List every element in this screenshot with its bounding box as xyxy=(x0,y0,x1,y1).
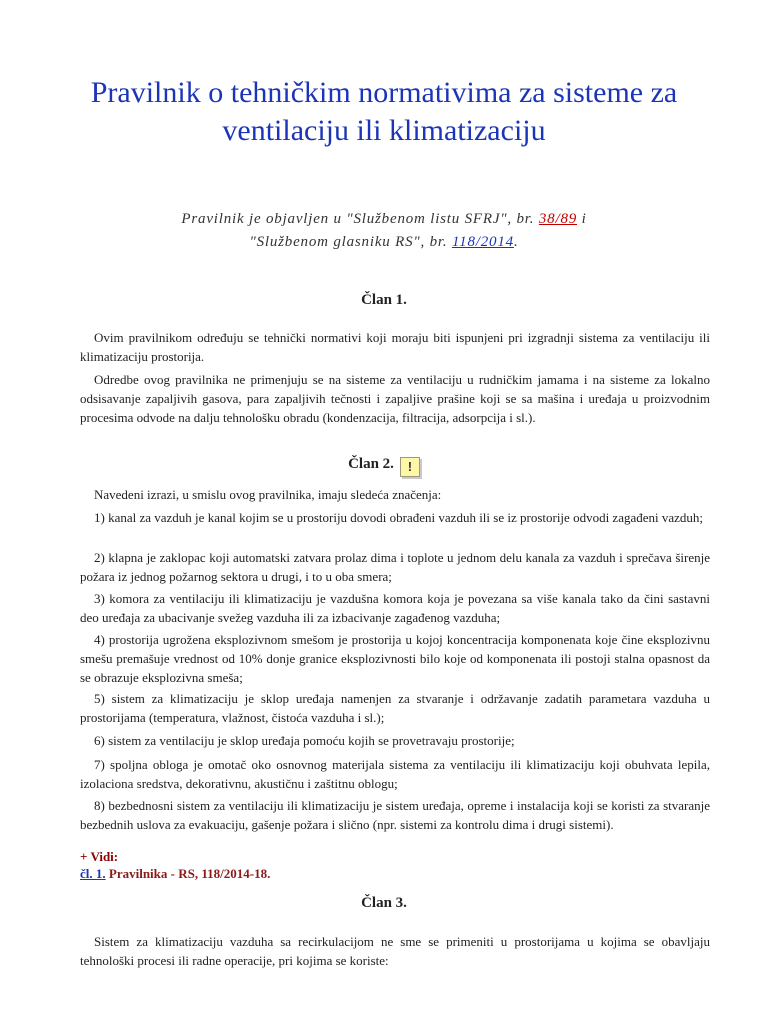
article-2-heading xyxy=(0,454,768,477)
publication-text-3: "Službenom glasniku RS", br. xyxy=(249,234,452,250)
article-2-heading-text: Član 2. xyxy=(348,456,394,472)
definition-item-3 xyxy=(80,589,710,627)
article-2-intro xyxy=(80,485,710,504)
definition-item-8 xyxy=(80,796,710,834)
definition-item-4-text: 4) prostorija ugrožena eksplozivnom smešom je prostorija u kojoj koncentracija komponenata koje čine eksplozivnu smešu premašuje vrednost od 10% donje granice eksplozivnosti bilo koje od komponenata ili postoji stalna opasnost da se obrazuje eksplozivna smeša; xyxy=(80,632,710,685)
document-title: Pravilnik o tehničkim normativima za sisteme za ventilaciju ili klimatizaciju xyxy=(90,76,678,147)
see-also-link[interactable]: čl. 1. xyxy=(80,866,106,881)
gazette-link-38-89[interactable]: 38/89 xyxy=(538,211,578,227)
definition-item-1-text: 1) kanal za vazduh je kanal kojim se u prostoriju dovodi obrađeni vazduh ili se iz prostorije odvodi zagađeni vazduh; xyxy=(94,510,704,525)
article-1-paragraph-1 xyxy=(80,328,710,366)
see-also-label: Vidi: xyxy=(90,849,119,864)
definition-item-5-text: 5) sistem za klimatizaciju je sklop uređaja namenjen za stvaranje i održavanje zadatih parametara vazduha u prostorijama (temperatura, vlažnost, čistoća vazduha i sl.); xyxy=(80,691,710,725)
definition-item-3-text: 3) komora za ventilaciju ili klimatizaciju je vazdušna komora koja je povezana sa više kanala tako da čini sastavni deo uređaja za ubacivanje svežeg vazduha ili za izbacivanje zagađenog vazduha; xyxy=(80,591,710,625)
article-1-paragraph-2-text: Odredbe ovog pravilnika ne primenjuju se na sisteme za ventilaciju u rudničkim jamama i na sisteme za lokalno odsisavanje zapaljivih gasova, para zapaljivih tečnosti i zapaljive prašine koji se sa mašina i uređaja u proizvodnim procesima odvode na dalju tehnološku obradu (kondenzacija, filtracija, adsorpcija i sl.). xyxy=(80,372,710,425)
article-2-intro-text: Navedeni izrazi, u smislu ovog pravilnika, imaju sledeća značenja: xyxy=(94,487,442,502)
article-3-paragraph-1-text: Sistem za klimatizaciju vazduha sa recirkulacijom ne sme se primeniti u prostorijama u kojima se obavljaju tehnološki procesi ili radne operacije, pri kojima se koriste: xyxy=(80,934,710,968)
publication-text-1: Pravilnik je objavljen u "Službenom listu SFRJ", br. xyxy=(181,211,539,227)
note-warning-icon[interactable]: ! xyxy=(400,457,420,477)
article-1-paragraph-2 xyxy=(80,370,710,427)
definition-item-4 xyxy=(80,630,710,687)
definition-item-2 xyxy=(80,548,710,586)
definition-item-7-text: 7) spoljna obloga je omotač oko osnovnog materijala sistema za ventilaciju ili klimatizaciju koji obuhvata lepila, izolaciona sredstva, dekorativnu, akustičnu i zaštitnu oblogu; xyxy=(80,757,710,791)
see-also-reference: Pravilnika - RS, 118/2014-18. xyxy=(108,866,271,881)
article-3-heading: Član 3. xyxy=(361,895,407,911)
publication-note xyxy=(60,208,708,254)
gazette-link-118-2014[interactable]: 118/2014 xyxy=(451,234,514,250)
definition-item-6-text: 6) sistem za ventilaciju je sklop uređaja pomoću kojih se provetravaju prostorije; xyxy=(94,733,515,748)
definition-item-8-text: 8) bezbednosni sistem za ventilaciju ili klimatizaciju je sistem uređaja, opreme i instalacija koji se koristi za stvaranje bezbednih uslova za evakuaciju, gašenje požara i slično (npr. sistemi za kontrolu dima i drugi sistemi). xyxy=(80,798,710,832)
definition-item-1 xyxy=(80,508,710,527)
article-1-heading: Član 1. xyxy=(361,292,407,308)
definition-item-2-text: 2) klapna je zaklopac koji automatski zatvara prolaz dima i toplote u jednom delu kanala za vazduh i sprečava širenje požara iz jednog požarnog sektora u drugi, i to u oba smera; xyxy=(80,550,710,584)
definition-item-6 xyxy=(80,731,710,750)
expand-toggle-icon[interactable]: + xyxy=(80,849,88,864)
publication-text-2: i xyxy=(577,211,587,227)
definition-item-5 xyxy=(80,689,710,727)
article-3-paragraph-1 xyxy=(80,932,710,970)
definition-item-7 xyxy=(80,755,710,793)
publication-text-4: . xyxy=(513,234,519,250)
article-1-paragraph-1-text: Ovim pravilnikom određuju se tehnički normativi koji moraju biti ispunjeni pri izgradnji sistema za ventilaciju ili klimatizaciju prostorija. xyxy=(80,330,710,364)
see-also-note xyxy=(80,848,710,882)
